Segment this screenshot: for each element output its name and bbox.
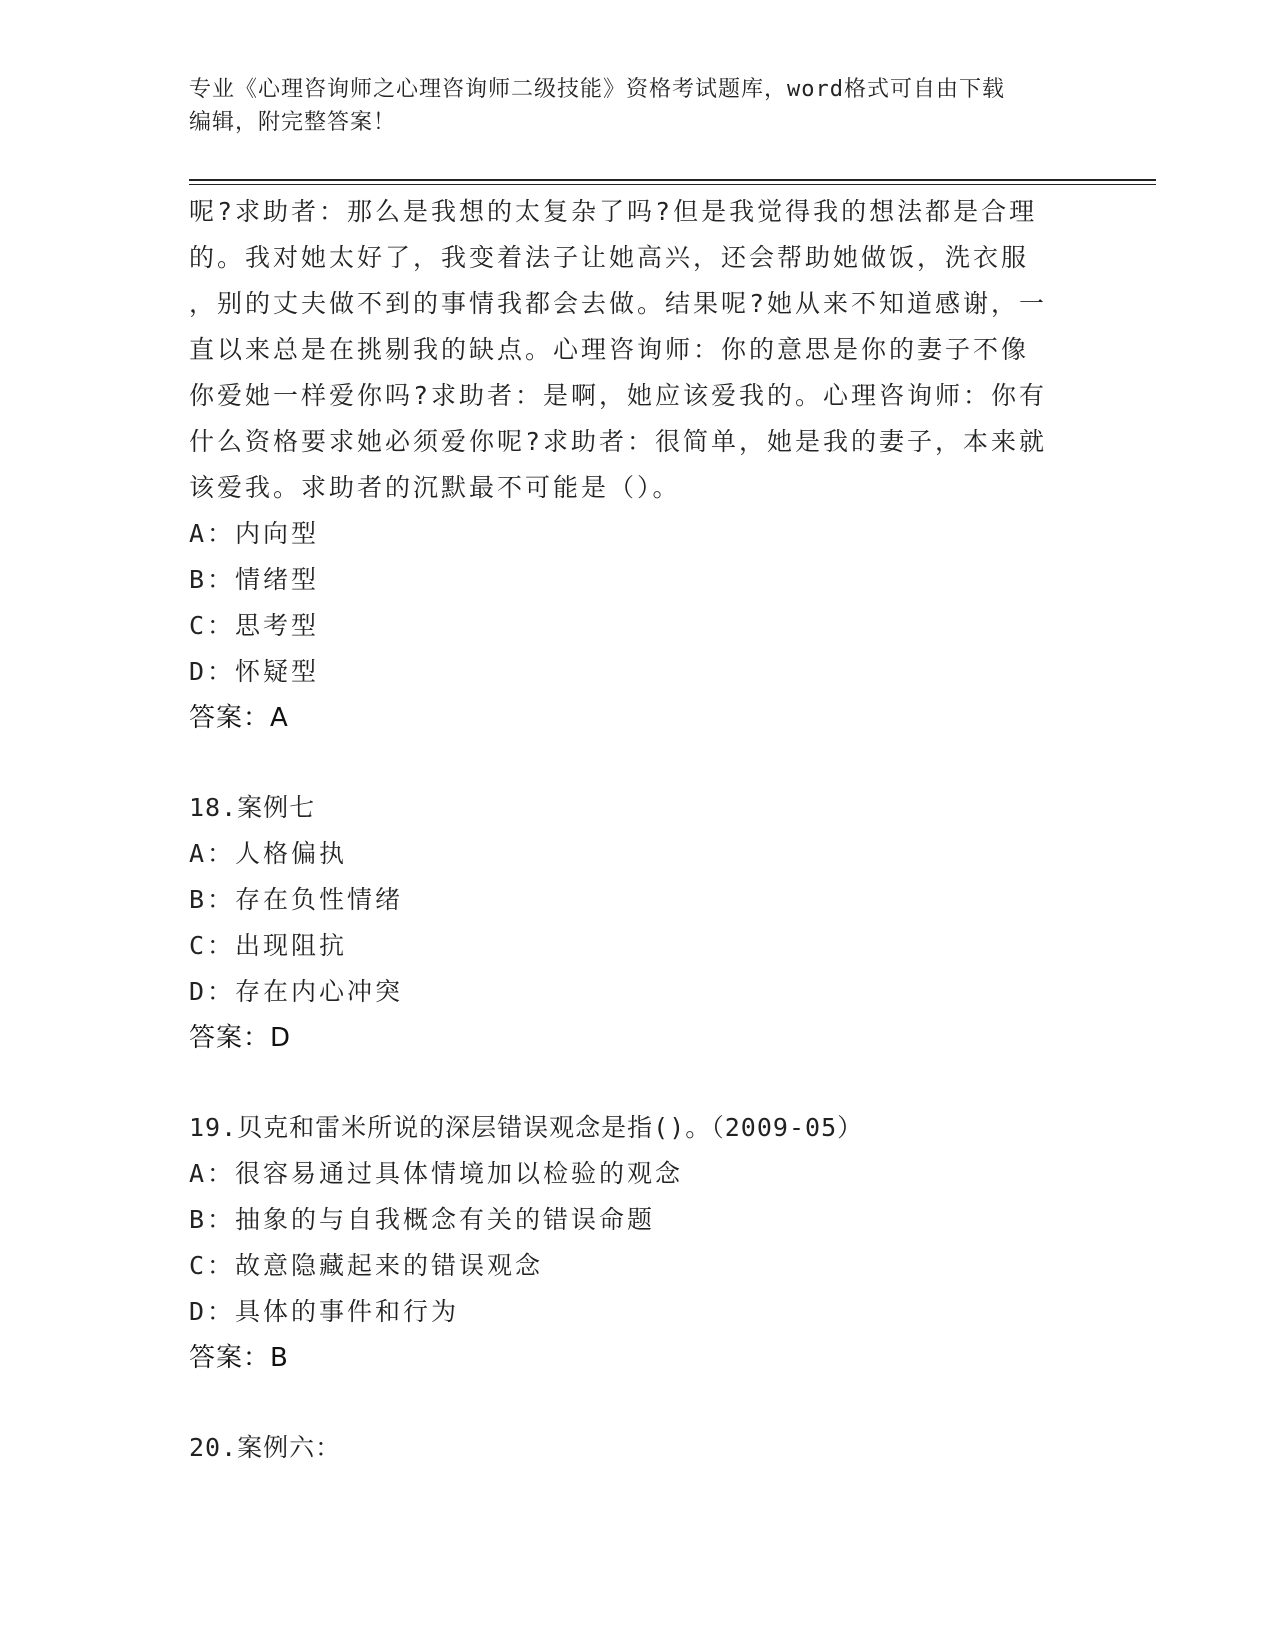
answer-line: 答案：D bbox=[189, 1023, 292, 1053]
answer-line: 答案：A bbox=[189, 703, 289, 733]
option-c: C：思考型 bbox=[189, 611, 320, 640]
question-stem-line: 该爱我。求助者的沉默最不可能是（）。 bbox=[189, 473, 681, 502]
question-spacer bbox=[189, 1061, 1089, 1105]
header-divider-thick bbox=[189, 179, 1156, 181]
option-d: D：怀疑型 bbox=[189, 657, 320, 686]
option-b: B：抽象的与自我概念有关的错误命题 bbox=[189, 1205, 656, 1234]
option-d: D：存在内心冲突 bbox=[189, 977, 404, 1006]
option-c: C：故意隐藏起来的错误观念 bbox=[189, 1251, 544, 1280]
option-a: A：人格偏执 bbox=[189, 839, 348, 868]
question-17 bbox=[189, 189, 1089, 741]
question-title: 20.案例六： bbox=[189, 1433, 342, 1462]
option-b: B：情绪型 bbox=[189, 565, 320, 594]
question-stem-line: ，别的丈夫做不到的事情我都会去做。结果呢?她从来不知道感谢，一 bbox=[189, 289, 1048, 318]
question-stem-line: 什么资格要求她必须爱你呢?求助者：很简单，她是我的妻子，本来就 bbox=[189, 427, 1048, 456]
option-a: A：内向型 bbox=[189, 519, 320, 548]
option-a: A：很容易通过具体情境加以检验的观念 bbox=[189, 1159, 684, 1188]
question-stem-line: 呢?求助者：那么是我想的太复杂了吗?但是我觉得我的想法都是合理 bbox=[189, 197, 1038, 226]
question-spacer bbox=[189, 741, 1089, 785]
question-stem-line: 的。我对她太好了，我变着法子让她高兴，还会帮助她做饭，洗衣服 bbox=[189, 243, 1030, 272]
option-d: D：具体的事件和行为 bbox=[189, 1297, 460, 1326]
header-line-2: 编辑，附完整答案！ bbox=[189, 110, 397, 135]
option-b: B：存在负性情绪 bbox=[189, 885, 404, 914]
question-18 bbox=[189, 785, 1089, 1061]
answer-line: 答案：B bbox=[189, 1343, 289, 1373]
document-body bbox=[189, 189, 1089, 1471]
question-spacer bbox=[189, 1381, 1089, 1425]
document-header bbox=[189, 73, 1089, 139]
question-title: 18.案例七 bbox=[189, 793, 316, 822]
question-20 bbox=[189, 1425, 1089, 1471]
question-title: 19.贝克和雷米所说的深层错误观念是指()。（2009-05） bbox=[189, 1113, 864, 1142]
header-divider-thin bbox=[189, 184, 1156, 185]
question-19 bbox=[189, 1105, 1089, 1381]
option-c: C：出现阻抗 bbox=[189, 931, 348, 960]
question-stem-line: 你爱她一样爱你吗?求助者：是啊，她应该爱我的。心理咨询师：你有 bbox=[189, 381, 1048, 410]
header-line-1: 专业《心理咨询师之心理咨询师二级技能》资格考试题库，word格式可自由下载 bbox=[189, 77, 1005, 102]
question-stem-line: 直以来总是在挑剔我的缺点。心理咨询师：你的意思是你的妻子不像 bbox=[189, 335, 1030, 364]
